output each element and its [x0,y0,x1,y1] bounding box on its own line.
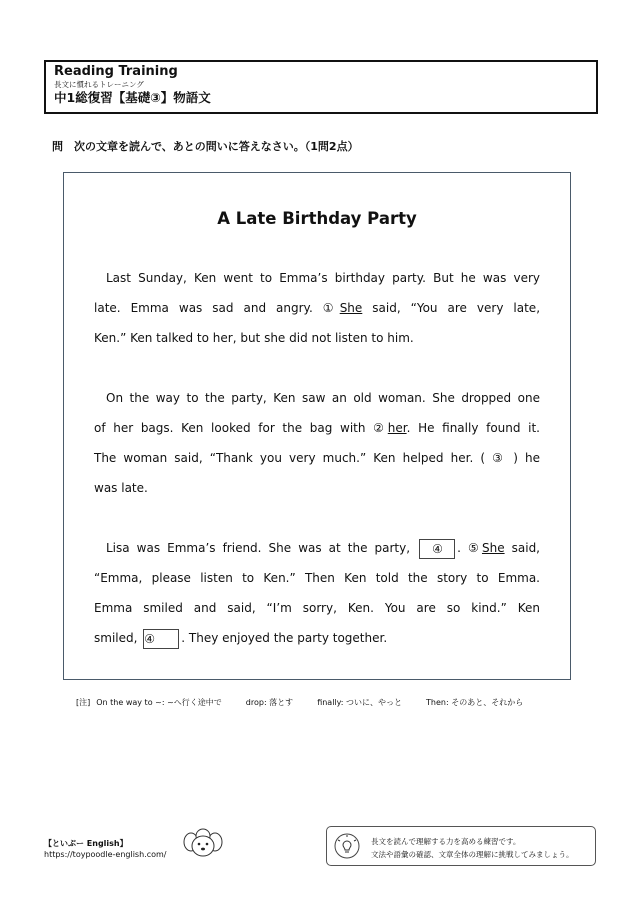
tip-line-2: 文法や語彙の確認、文章全体の理解に挑戦してみましょう。 [371,850,574,859]
paragraph-2 [94,383,540,503]
note-item: drop: 落とす [245,698,294,707]
note-item: Then: そのあと、それから [426,698,524,707]
note-item: finally: ついに、やっと [317,698,403,707]
footer-brand: 【といぷー English】 [44,839,128,848]
paragraph-line: was late. [94,481,148,495]
note-item: On the way to ~: ~へ行く途中で [96,698,222,707]
header-title: Reading Training [54,64,178,79]
tip-line-1: 長文を読んで理解する力を高める練習です。 [371,837,521,846]
paragraph-line: smiled, ④ . They enjoyed the party together. [94,623,540,653]
worksheet-header [44,60,598,114]
paragraph-3 [94,533,540,653]
passage-box [63,172,571,680]
paragraph-line: The woman said, “Thank you very much.” Ken helped her. ( ③ ) he [94,451,540,465]
paragraph-line: Ken.” Ken talked to her, but she did not listen to him. [94,331,414,345]
paragraph-line: Emma smiled and said, “I’m sorry, Ken. You are so kind.” Ken [94,601,540,615]
answer-blank-4a[interactable]: ④ [419,539,455,559]
paragraph-line: “Emma, please listen to Ken.” Then Ken told the story to Emma. [94,571,540,585]
answer-blank-4b[interactable]: ④ [143,629,179,649]
paragraph-1 [94,263,540,353]
poodle-mascot-icon [183,826,223,858]
paragraph-line: On the way to the party, Ken saw an old woman. She dropped one [106,391,540,405]
lightbulb-icon [333,832,361,860]
header-unit: 中1総復習【基礎③】物語文 [54,90,211,105]
paragraph-line: of her bags. Ken looked for the bag with ②her. He finally found it. [94,421,541,435]
underlined-she-5: She [481,541,505,555]
story-title: A Late Birthday Party [217,209,417,228]
notes-prefix: [注] [76,698,91,707]
footer-url[interactable]: https://toypoodle-english.com/ [44,850,167,859]
paragraph-line: late. Emma was sad and angry. ①She said, “You are very late, [94,301,541,315]
underlined-her: her [387,421,407,435]
underlined-she-1: She [339,301,363,315]
paragraph-line: Lisa was Emma’s friend. She was at the party, ④ . ⑤She said, [94,533,540,563]
question-instruction: 問 次の文章を読んで、あとの問いに答えなさい。（1問2点） [52,140,359,153]
header-subtitle: 長文に慣れるトレーニング [54,80,144,89]
tip-box [326,826,596,866]
vocabulary-notes [76,697,547,708]
paragraph-line: Last Sunday, Ken went to Emma’s birthday party. But he was very [106,271,540,285]
